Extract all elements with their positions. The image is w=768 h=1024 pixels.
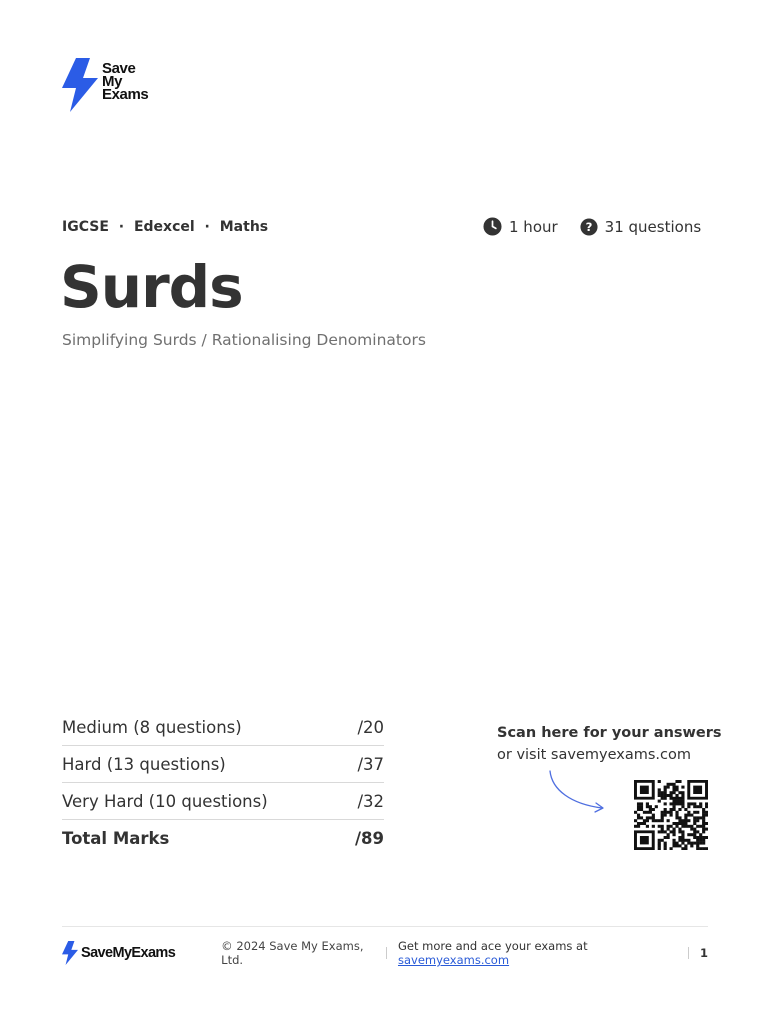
marks-table xyxy=(62,709,384,856)
lightning-bolt-icon xyxy=(62,941,78,965)
answers-callout xyxy=(497,722,722,766)
clock-icon xyxy=(483,217,502,236)
marks-row xyxy=(62,709,384,746)
footer-cta xyxy=(398,939,677,967)
footer-divider xyxy=(62,926,708,927)
wordmark-line: Exams xyxy=(102,86,149,103)
marks-row-value: /37 xyxy=(357,754,384,774)
qr-code-icon[interactable] xyxy=(634,780,708,850)
marks-row-label: Very Hard (10 questions) xyxy=(62,791,268,811)
svg-text:?: ? xyxy=(585,219,593,234)
wordmark-line: Save xyxy=(102,60,136,77)
questions-label: 31 questions xyxy=(604,217,702,236)
wordmark-line: My xyxy=(102,73,123,90)
brand-wordmark xyxy=(102,62,148,101)
marks-row-value: /20 xyxy=(357,717,384,737)
level-label: IGCSE xyxy=(62,219,109,235)
separator: · xyxy=(118,219,125,235)
marks-row xyxy=(62,746,384,783)
duration-label: 1 hour xyxy=(509,217,558,236)
exam-stats xyxy=(483,217,701,236)
page-footer xyxy=(62,940,708,966)
page-title: Surds xyxy=(60,253,243,321)
total-marks-value: /89 xyxy=(355,828,384,848)
footer-logo xyxy=(62,941,175,965)
total-marks-row xyxy=(62,820,384,856)
scan-subtitle: or visit savemyexams.com xyxy=(497,747,691,763)
footer-wordmark: SaveMyExams xyxy=(81,945,176,961)
duration-stat xyxy=(483,217,558,236)
footer-separator xyxy=(688,947,689,959)
footer-cta-text: Get more and ace your exams at xyxy=(397,939,588,953)
page-number: 1 xyxy=(699,946,708,960)
subject-label: Maths xyxy=(219,219,269,235)
marks-row-label: Medium (8 questions) xyxy=(62,717,242,737)
copyright-text: © 2024 Save My Exams, Ltd. xyxy=(221,939,364,967)
board-label: Edexcel xyxy=(133,219,195,235)
page-subtitle: Simplifying Surds / Rationalising Denominators xyxy=(62,331,426,349)
arrow-icon xyxy=(545,768,609,814)
footer-separator xyxy=(386,947,387,959)
website-link[interactable]: savemyexams.com xyxy=(397,953,510,967)
marks-row-value: /32 xyxy=(357,791,384,811)
lightning-bolt-icon xyxy=(62,58,98,112)
course-breadcrumb xyxy=(62,219,268,235)
question-icon xyxy=(580,218,598,236)
questions-stat xyxy=(580,218,701,236)
marks-row xyxy=(62,783,384,820)
total-marks-label: Total Marks xyxy=(62,828,170,848)
separator: · xyxy=(204,219,210,235)
scan-title: Scan here for your answers xyxy=(497,725,722,741)
brand-logo xyxy=(62,58,148,112)
marks-row-label: Hard (13 questions) xyxy=(62,754,226,774)
